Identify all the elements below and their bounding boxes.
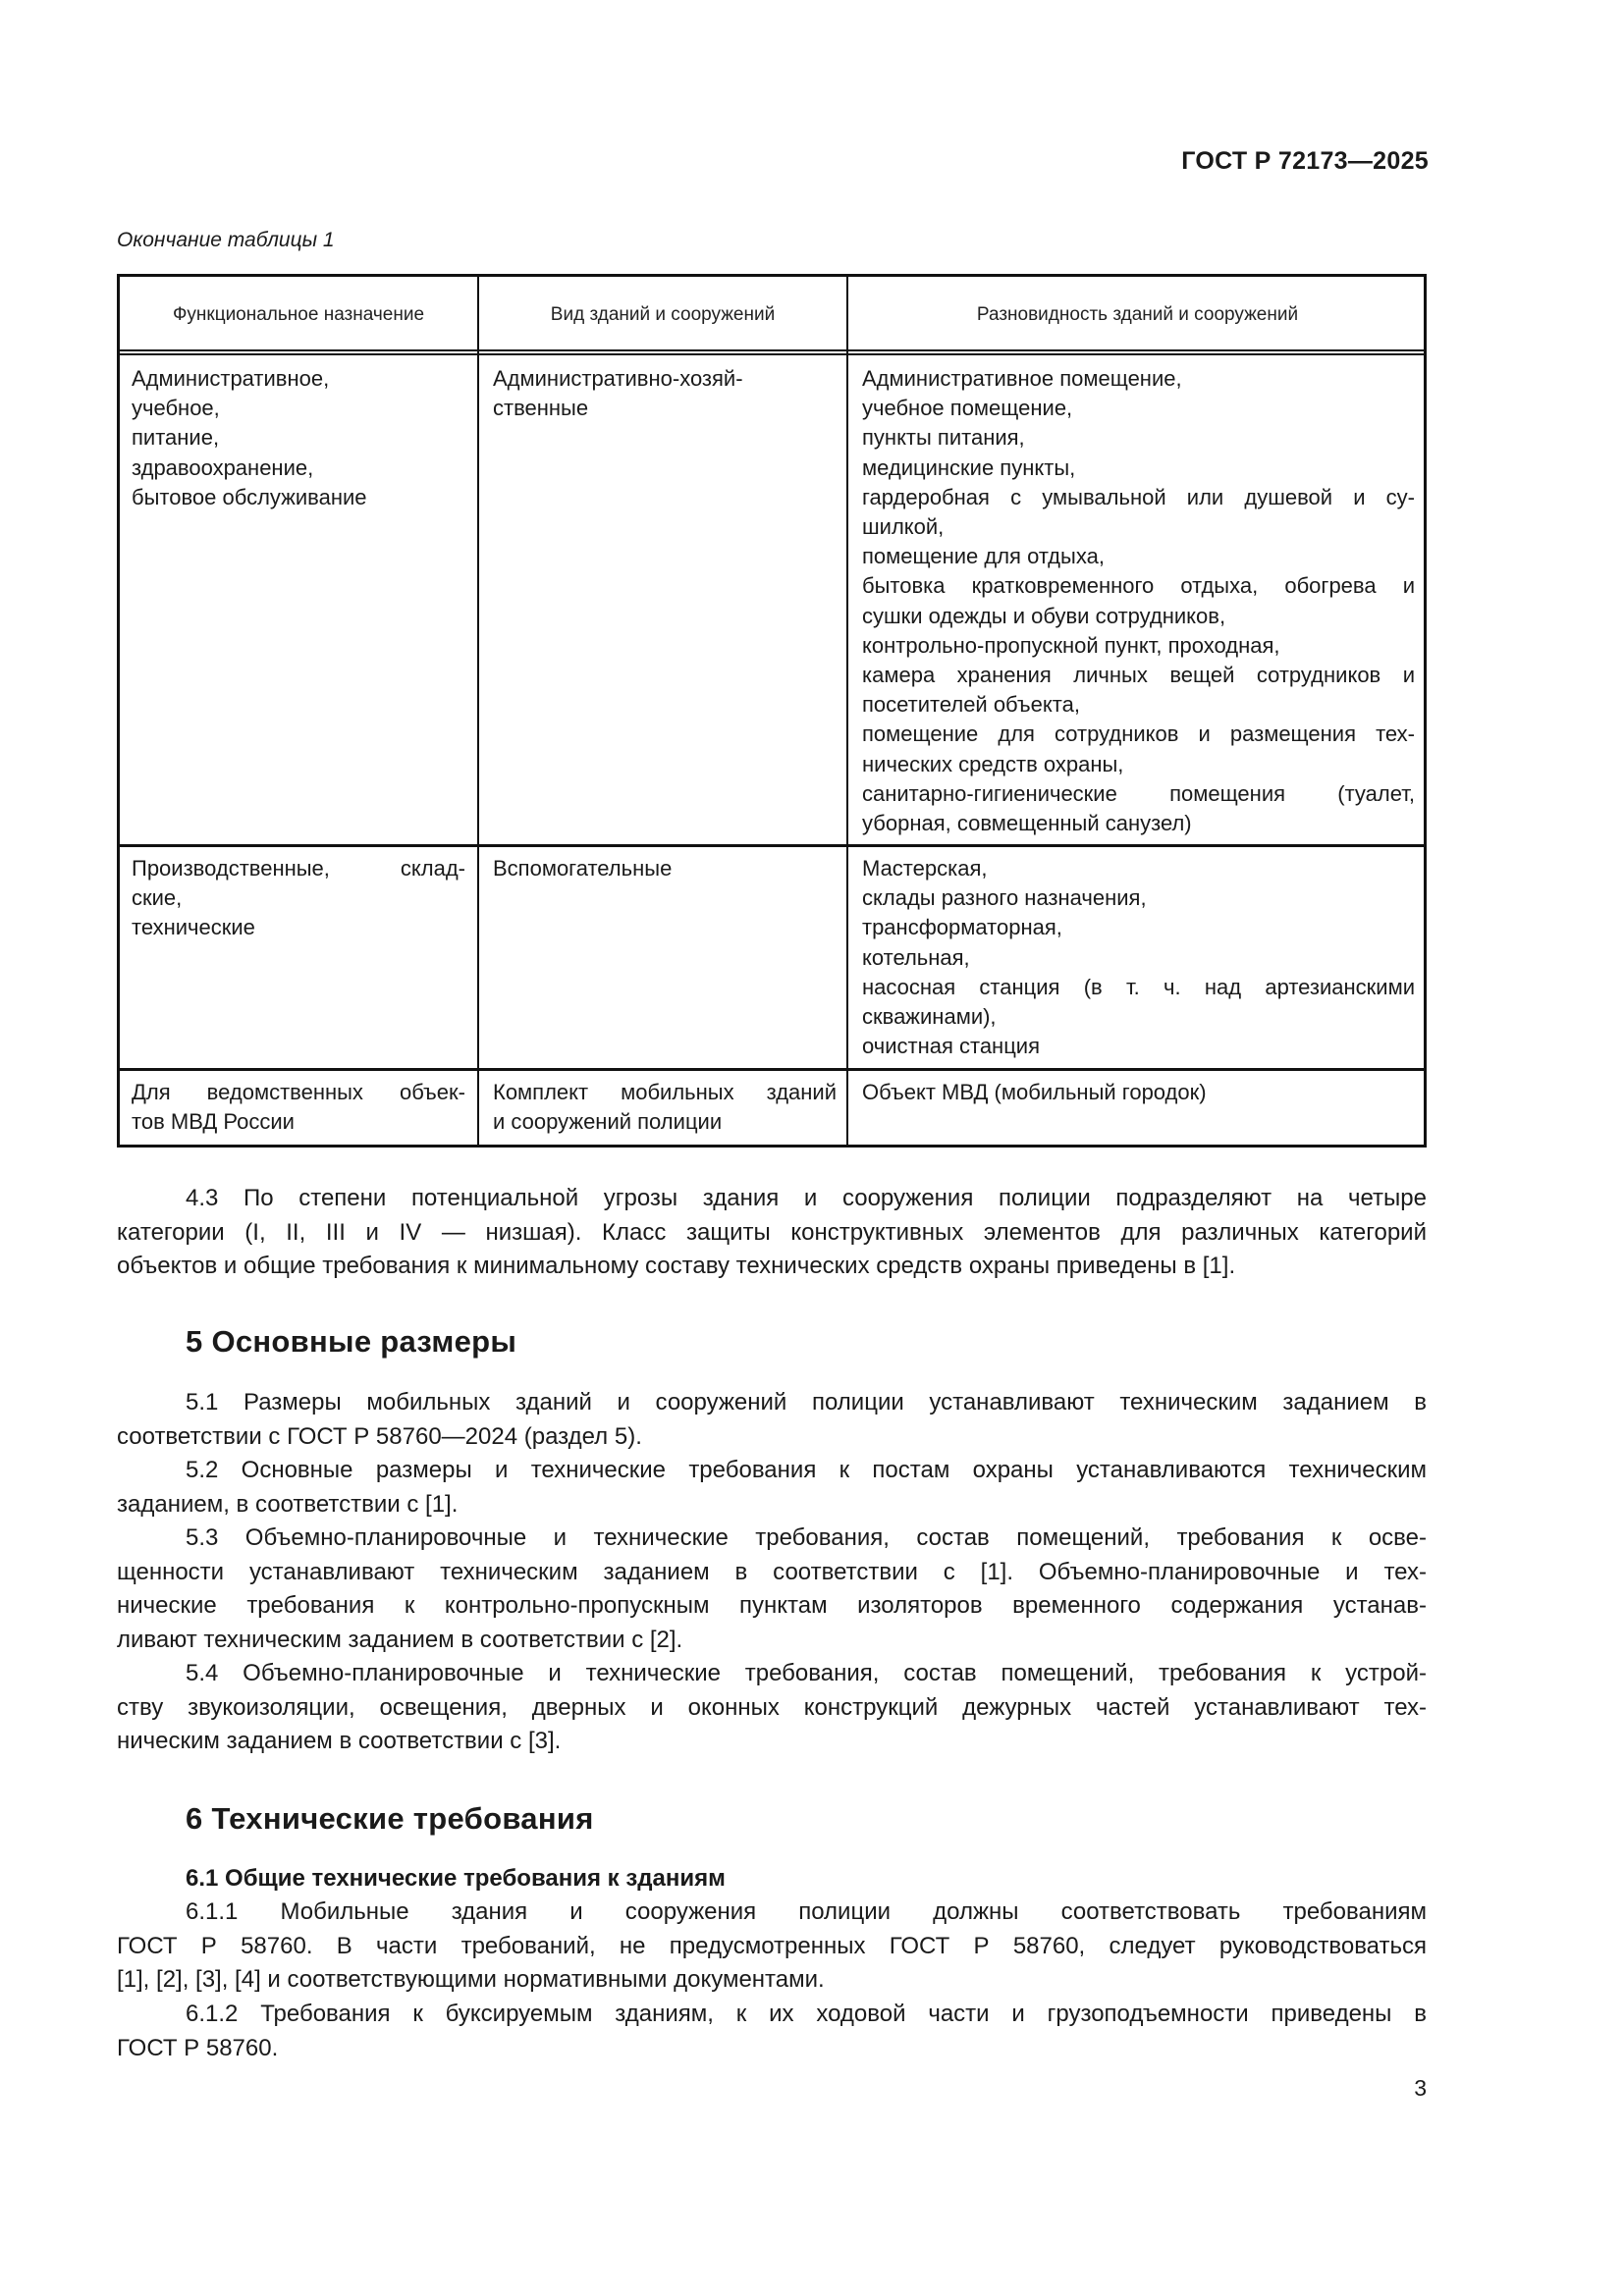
text-line: соответствии с ГОСТ Р 58760—2024 (раздел 5).: [117, 1422, 642, 1450]
table-cell-type: [493, 1078, 837, 1137]
cell-line: Административное помещение,: [862, 366, 1182, 391]
cell-line: технические: [132, 915, 255, 940]
text-line: заданием, в соответствии с [1].: [117, 1490, 459, 1518]
row-divider: [120, 844, 1424, 847]
cell-line: пункты питания,: [862, 425, 1025, 451]
table-cell-variety: [862, 364, 1415, 838]
text-line: [1], [2], [3], [4] и соответствующими нормативными документами.: [117, 1966, 825, 1993]
cell-line: помещение для сотрудников и размещения тех-: [862, 721, 1415, 747]
document-code: ГОСТ Р 72173—2025: [1181, 147, 1429, 175]
table-cell-function: [132, 1078, 465, 1137]
cell-line: котельная,: [862, 944, 970, 970]
section-heading-6: 6 Технические требования: [186, 1801, 594, 1836]
cell-line: контрольно-пропускной пункт, проходная,: [862, 632, 1280, 658]
cell-line: Для ведомственных объек-: [132, 1080, 465, 1104]
cell-line: Административно-хозяй-: [493, 366, 743, 391]
cell-line: Мастерская,: [862, 856, 988, 881]
cell-line: скважинами),: [862, 1004, 997, 1030]
text-line: ливают техническим заданием в соответствии с [2].: [117, 1626, 683, 1653]
column-divider: [477, 277, 479, 1145]
cell-line: Комплект мобильных зданий: [493, 1080, 837, 1104]
cell-line: гардеробная с умывальной или душевой и су-: [862, 484, 1415, 509]
paragraph-5-3: [117, 1522, 1427, 1657]
subsection-heading-6-1: 6.1 Общие технические требования к зданиям: [186, 1865, 726, 1892]
page-number: 3: [1414, 2075, 1427, 2101]
cell-line: сушки одежды и обуви сотрудников,: [862, 603, 1226, 628]
cell-line: шилкой,: [862, 514, 945, 540]
cell-line: Объект МВД (мобильный городок): [862, 1080, 1207, 1104]
text-line: ГОСТ Р 58760. В части требований, не предусмотренных ГОСТ Р 58760, следует руководствоваться: [117, 1932, 1427, 1959]
paragraph-4-3: [117, 1182, 1427, 1284]
table-1: [117, 274, 1427, 1148]
column-header-variety: Разновидность зданий и сооружений: [976, 303, 1299, 325]
text-line: 4.3 По степени потенциальной угрозы здания и сооружения полиции подразделяют на четыре: [186, 1185, 1427, 1211]
table-cell-variety: [862, 1078, 1415, 1107]
paragraph-6-1-1: [117, 1896, 1427, 1998]
table-cell-function: [132, 364, 465, 512]
cell-line: питание,: [132, 425, 220, 451]
column-header-type: Вид зданий и сооружений: [550, 303, 776, 325]
cell-line: очистная станция: [862, 1034, 1041, 1059]
text-line: объектов и общие требования к минимальному составу технических средств охраны приведены в [1].: [117, 1253, 1236, 1279]
cell-line: камера хранения личных вещей сотрудников и: [862, 663, 1415, 688]
cell-line: склады разного назначения,: [862, 885, 1147, 911]
text-line: щенности устанавливают техническим заданием в соответствии с [1]. Объемно-планировочные и тех-: [117, 1558, 1427, 1585]
paragraph-5-1: [117, 1386, 1427, 1454]
cell-line: санитарно-гигиенические помещения (туалет,: [862, 780, 1415, 806]
cell-line: ские,: [132, 885, 183, 911]
cell-line: насосная станция (в т. ч. над артезианскими: [862, 974, 1415, 999]
paragraph-6-1-2: [117, 1998, 1427, 2065]
text-line: 6.1.2 Требования к буксируемым зданиям, к их ходовой части и грузоподъемности приведены в: [186, 2001, 1427, 2027]
text-line: ству звукоизоляции, освещения, дверных и оконных конструкций дежурных частей устанавливают тех-: [117, 1693, 1427, 1721]
text-line: 5.1 Размеры мобильных зданий и сооружений полиции устанавливают техническим заданием в: [186, 1389, 1427, 1415]
cell-line: и сооружений полиции: [493, 1109, 723, 1135]
cell-line: посетителей объекта,: [862, 692, 1080, 718]
column-divider: [846, 277, 848, 1145]
paragraph-5-2: [117, 1454, 1427, 1522]
text-line: ническим заданием в соответствии с [3].: [117, 1728, 562, 1754]
cell-line: уборная, совмещенный санузел): [862, 811, 1192, 836]
cell-line: Вспомогательные: [493, 856, 673, 881]
paragraph-5-4: [117, 1657, 1427, 1759]
cell-line: учебное помещение,: [862, 396, 1073, 421]
cell-line: учебное,: [132, 396, 220, 421]
text-line: нические требования к контрольно-пропускным пунктам изоляторов временного содержания устанав-: [117, 1592, 1427, 1619]
text-line: 6.1.1 Мобильные здания и сооружения полиции должны соответствовать требованиям: [186, 1898, 1427, 1925]
table-cell-function: [132, 854, 465, 943]
section-heading-5: 5 Основные размеры: [186, 1324, 517, 1359]
table-cell-variety: [862, 854, 1415, 1061]
header-divider: [120, 353, 1424, 355]
cell-line: тов МВД России: [132, 1109, 295, 1135]
row-divider: [120, 1068, 1424, 1071]
cell-line: бытовое обслуживание: [132, 484, 367, 509]
cell-line: ственные: [493, 396, 589, 421]
text-line: ГОСТ Р 58760.: [117, 2034, 279, 2061]
cell-line: трансформаторная,: [862, 915, 1062, 940]
table-cell-type: [493, 364, 837, 423]
cell-line: здравоохранение,: [132, 454, 314, 480]
cell-line: нических средств охраны,: [862, 751, 1124, 776]
table-cell-type: [493, 854, 837, 883]
column-header-function: Функциональное назначение: [172, 303, 425, 325]
cell-line: бытовка кратковременного отдыха, обогрева и: [862, 573, 1415, 599]
cell-line: Административное,: [132, 366, 330, 391]
text-line: 5.2 Основные размеры и технические требования к постам охраны устанавливаются техническим: [186, 1457, 1427, 1483]
cell-line: медицинские пункты,: [862, 454, 1076, 480]
cell-line: помещение для отдыха,: [862, 544, 1105, 569]
text-line: категории (I, II, III и IV — низшая). Класс защиты конструктивных элементов для различных категорий: [117, 1218, 1427, 1246]
text-line: 5.3 Объемно-планировочные и технические требования, состав помещений, требования к осве-: [186, 1524, 1427, 1551]
cell-line: Производственные, склад-: [132, 856, 465, 881]
text-line: 5.4 Объемно-планировочные и технические требования, состав помещений, требования к устрой-: [186, 1660, 1427, 1686]
table-caption: Окончание таблицы 1: [117, 229, 335, 251]
